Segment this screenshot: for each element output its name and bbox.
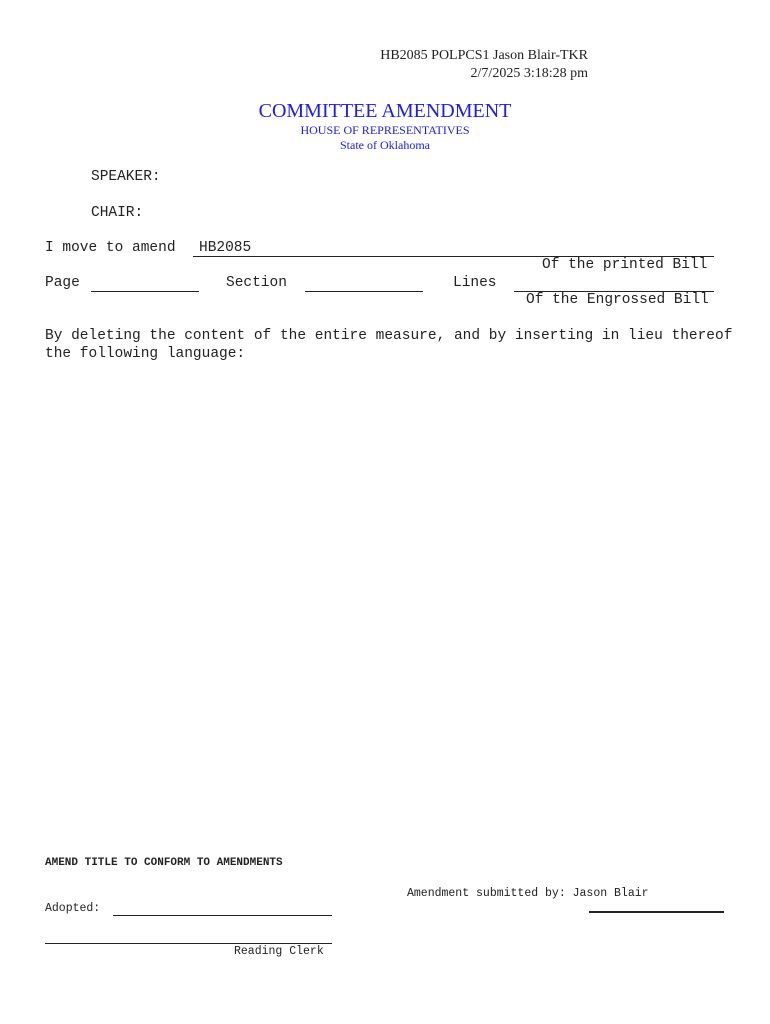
submitted-by-label: Amendment submitted by: Jason Blair [407,887,649,900]
bill-number-value: HB2085 [199,240,252,256]
section-blank-line [305,291,423,292]
printed-bill-label: Of the printed Bill [542,257,708,273]
clerk-signature-line [45,943,332,944]
page-blank-line [91,291,199,292]
move-to-amend-label: I move to amend [45,240,176,256]
header-bill-info: HB2085 POLPCS1 Jason Blair-TKR [380,48,588,63]
amend-title-heading: AMEND TITLE TO CONFORM TO AMENDMENTS [45,857,283,869]
chair-label: CHAIR: [91,205,144,221]
submitter-signature-line [589,911,724,913]
amendment-body-text: By deleting the content of the entire measure, and by inserting in lieu thereof the following language: [45,328,733,362]
section-label: Section [226,275,287,291]
adopted-label: Adopted: [45,902,101,915]
engrossed-bill-label: Of the Engrossed Bill [526,292,709,308]
lines-label: Lines [453,275,497,291]
page-label: Page [45,275,80,291]
document-title: COMMITTEE AMENDMENT [258,100,512,122]
house-subtitle: HOUSE OF REPRESENTATIVES [300,123,470,137]
speaker-label: SPEAKER: [91,169,161,185]
reading-clerk-label: Reading Clerk [234,945,324,958]
state-subtitle: State of Oklahoma [340,138,430,152]
adopted-blank-line [113,915,332,916]
header-timestamp: 2/7/2025 3:18:28 pm [470,66,588,81]
